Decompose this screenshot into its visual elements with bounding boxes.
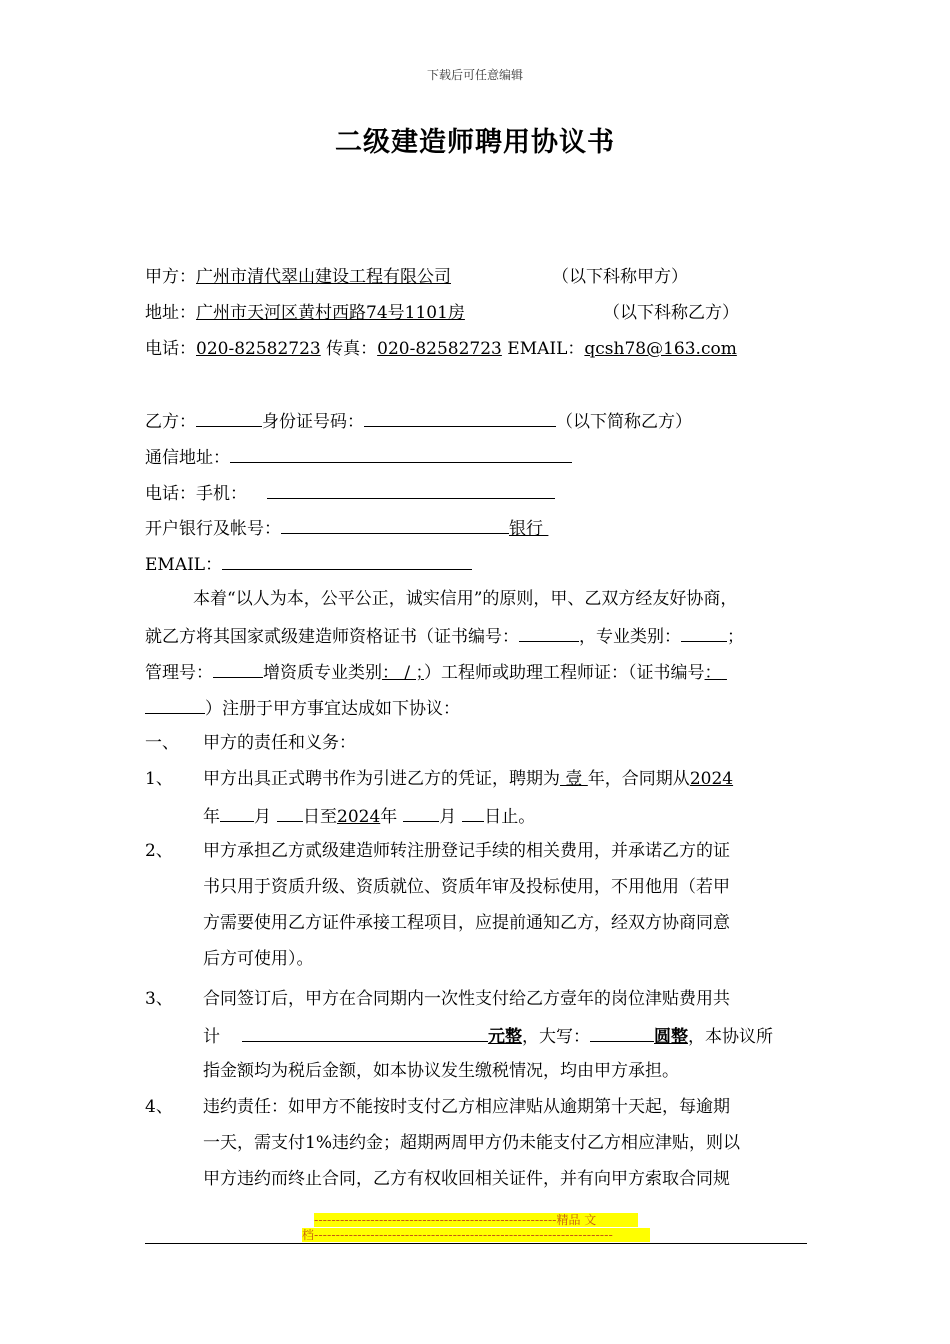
party-a-address-line xyxy=(145,301,465,325)
party-a-fax: 020-82582723 xyxy=(377,339,502,359)
footer-line-2: 档--------------------------------------------------------------------- xyxy=(302,1228,650,1242)
item-2-line-4: 后方可使用）。 xyxy=(203,949,314,969)
mail-label: 通信地址： xyxy=(145,448,230,468)
party-a-phone: 020-82582723 xyxy=(196,339,321,359)
party-a-name: 广州市清代翠山建设工程有限公司 xyxy=(196,267,451,287)
item-1-line-1: 甲方出具正式聘书作为引进乙方的凭证，聘期为 壹 年，合同期从2024 xyxy=(203,769,734,789)
cert-number-blank xyxy=(519,623,579,642)
mobile-blank xyxy=(267,480,555,499)
fax-label: 传真： xyxy=(326,339,378,359)
party-a-note: （以下科称甲方） xyxy=(552,267,688,287)
item-3-number: 3、 xyxy=(145,989,173,1009)
added-specialty-label: 增资质专业类别 xyxy=(263,663,382,683)
item-2-line-3: 方需要使用乙方证件承接工程项目，应提前通知乙方，经双方协商同意 xyxy=(203,913,730,933)
added-specialty-value: ： / ； xyxy=(382,663,425,683)
address-label: 地址： xyxy=(145,303,196,323)
management-blank xyxy=(213,659,263,678)
party-b-email-blank xyxy=(222,551,472,570)
page-header: 下载后可任意编辑 xyxy=(426,68,523,82)
party-a-label: 甲方： xyxy=(145,267,196,287)
party-a-email: qcsh78@163.com xyxy=(584,339,737,359)
party-b-line xyxy=(145,408,692,434)
engineer-cert-colon: ： xyxy=(704,663,722,683)
management-label: 管理号： xyxy=(145,663,213,683)
mail-address-blank xyxy=(230,444,572,463)
item-3-line-3: 指金额均为税后金额，如本协议发生缴税情况，均由甲方承担。 xyxy=(203,1061,679,1081)
item-1-number: 1、 xyxy=(145,769,173,789)
item-4-number: 4、 xyxy=(145,1097,173,1117)
amount-words-unit: 圆整 xyxy=(654,1027,688,1047)
engineer-cert-blank xyxy=(145,695,205,714)
party-b-name-blank xyxy=(196,408,262,427)
id-number-blank xyxy=(364,408,556,427)
intro-line-1: 本着“以人为本，公平公正，诚实信用”的原则，甲、乙双方经友好协商， xyxy=(193,589,738,609)
intro-line-2 xyxy=(145,623,744,649)
intro-specialty-label: ，专业类别： xyxy=(579,627,681,647)
party-a-address: 广州市天河区黄村西路74号1101房 xyxy=(196,303,465,323)
item-4-line-1: 违约责任：如甲方不能按时支付乙方相应津贴从逾期第十天起，每逾期 xyxy=(203,1097,730,1117)
mail-address-line xyxy=(145,444,572,470)
start-month-blank xyxy=(220,803,254,822)
bank-suffix: 银行 xyxy=(509,519,543,539)
mobile-line xyxy=(145,480,555,506)
item-1-line-2: 年 月 日至2024年 月 日止。 xyxy=(203,803,535,829)
end-year: 2024 xyxy=(337,807,381,827)
document-title: 二级建造师聘用协议书 xyxy=(335,127,615,158)
amount-blank xyxy=(242,1023,488,1042)
amount-unit: 元整 xyxy=(488,1027,522,1047)
intro-cert-label: 就乙方将其国家贰级建造师资格证书（证书编号： xyxy=(145,627,519,647)
party-b-label: 乙方： xyxy=(145,412,196,432)
start-year: 2024 xyxy=(689,769,734,789)
email-label: EMAIL： xyxy=(507,339,585,359)
item-4-line-3: 甲方违约而终止合同，乙方有权收回相关证件，并有向甲方索取合同规 xyxy=(203,1169,730,1189)
term-years: 壹 xyxy=(560,769,588,789)
phone-label: 电话： xyxy=(145,339,196,359)
end-month-blank xyxy=(403,803,439,822)
item-2-number: 2、 xyxy=(145,841,173,861)
item-3-line-2: 计 元整，大写： 圆整，本协议所 xyxy=(203,1023,773,1049)
party-a-contact-line xyxy=(145,337,737,361)
item-3-line-1: 合同签订后，甲方在合同期内一次性支付给乙方壹年的岗位津贴费用共 xyxy=(203,989,730,1009)
mobile-label: 电话：手机： xyxy=(145,484,247,504)
footer-rule xyxy=(145,1243,807,1244)
bank-line xyxy=(145,515,548,541)
engineer-cert-label: ）工程师或助理工程师证：（证书编号 xyxy=(424,663,705,683)
id-label: 身份证号码： xyxy=(262,412,364,432)
party-b-email-line xyxy=(145,551,472,577)
bank-label: 开户银行及帐号： xyxy=(145,519,281,539)
item-2-line-2: 书只用于资质升级、资质就位、资质年审及投标使用，不用他用（若甲 xyxy=(203,877,730,897)
footer-line-1: --------------------------------------------------------精品 文 xyxy=(314,1213,638,1227)
intro-line-4 xyxy=(145,695,460,721)
amount-in-words-blank xyxy=(590,1023,654,1042)
party-b-note: （以下简称乙方） xyxy=(556,412,692,432)
party-a-line xyxy=(145,265,451,289)
end-day-blank xyxy=(462,803,484,822)
party-b-email-label: EMAIL： xyxy=(145,555,223,575)
specialty-blank xyxy=(681,623,727,642)
bank-account-blank xyxy=(281,515,509,534)
item-4-line-2: 一天，需支付1%违约金；超期两周甲方仍未能支付乙方相应津贴，则以 xyxy=(203,1133,740,1153)
item-2-line-1: 甲方承担乙方贰级建造师转注册登记手续的相关费用，并承诺乙方的证 xyxy=(203,841,730,861)
start-day-blank xyxy=(277,803,303,822)
section-1-title: 甲方的责任和义务： xyxy=(203,733,356,753)
intro-semicolon: ； xyxy=(727,627,744,647)
section-1-number: 一、 xyxy=(145,733,179,753)
party-a-address-note: （以下科称乙方） xyxy=(603,303,739,323)
intro-conclusion: ）注册于甲方事宜达成如下协议： xyxy=(205,699,460,719)
intro-line-3 xyxy=(145,659,727,685)
